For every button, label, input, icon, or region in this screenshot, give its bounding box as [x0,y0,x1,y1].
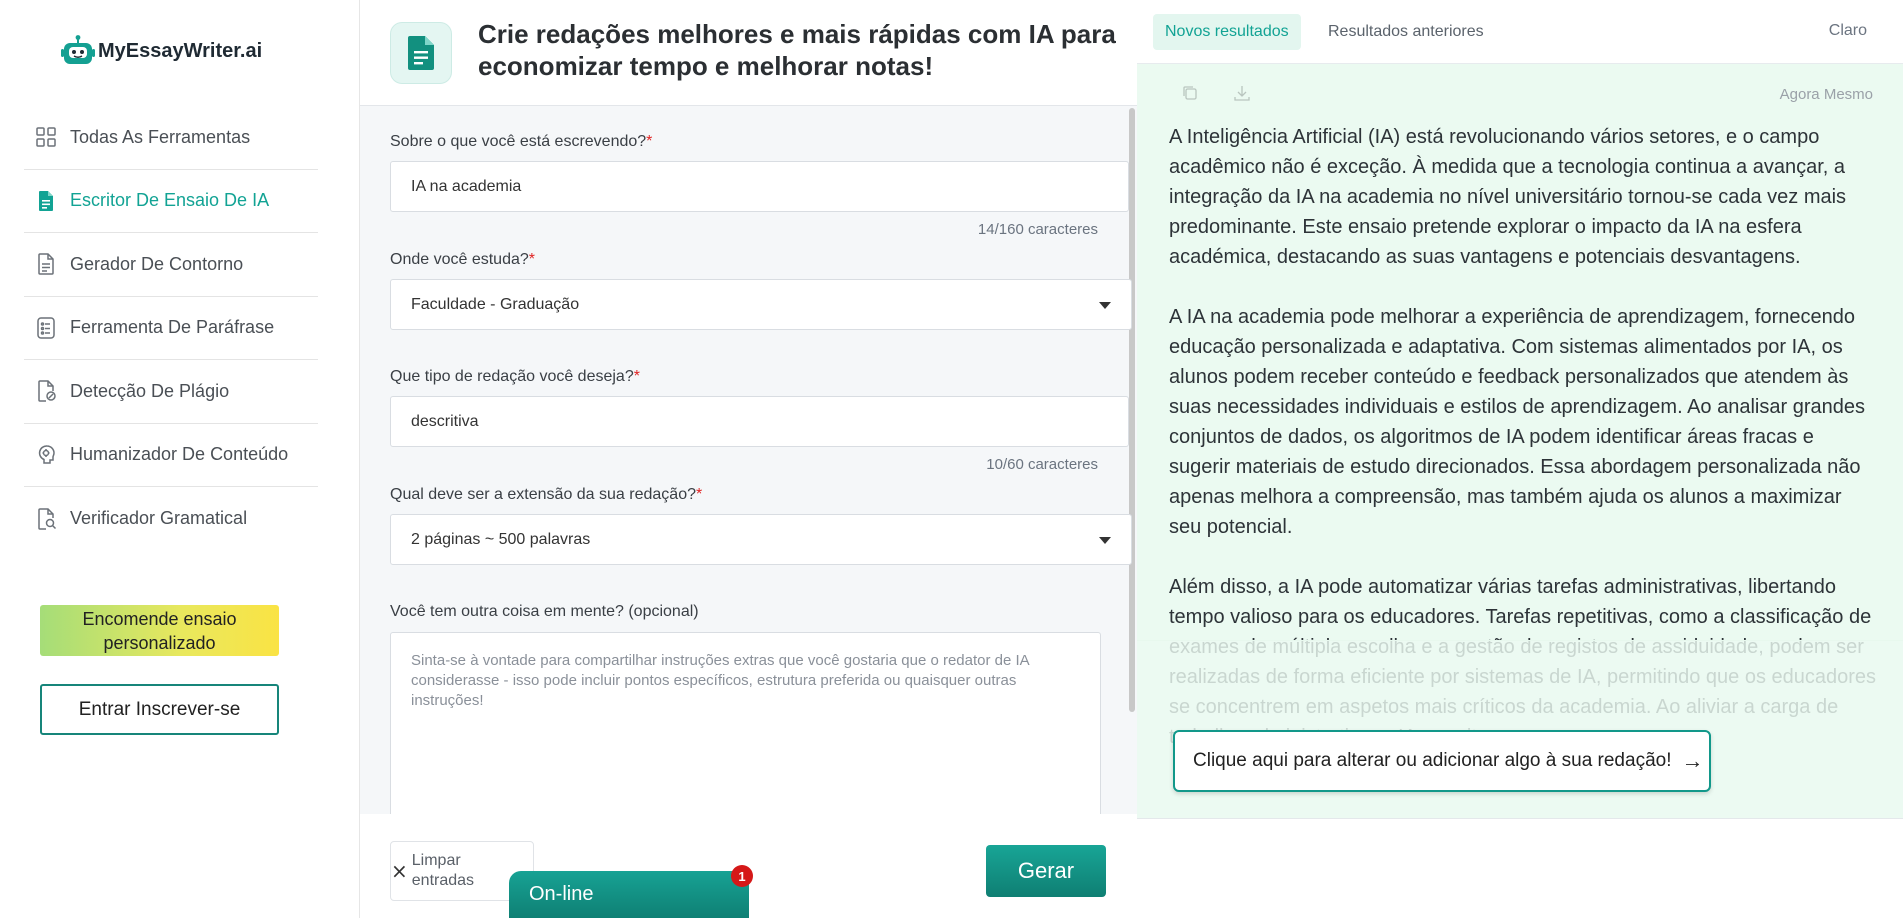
study-label: Onde você estuda?* [390,251,535,268]
form-header [360,0,1137,106]
essay-type-char-counter: 10/60 caracteres [986,456,1098,473]
results-panel [1137,0,1903,918]
sidebar-item-label: Verificador Gramatical [70,508,248,529]
result-toolbar [1181,84,1251,106]
essay-form-panel [360,0,1137,918]
form-scrollbar[interactable] [1129,108,1135,712]
essay-paragraph: A Inteligência Artificial (IA) está revolucionando vários setores, e o campo acadêmico não é exceção. À medida que a tecnologia continua a avançar, a integração da IA na academia no nível universitário tornou-se cada vez mais predominante. Este ensaio pretende explorar o impacto da IA na esfera académica, destacando as suas vantagens e potenciais desvantagens. [1169,126,1847,268]
essay-document-icon [390,22,452,84]
sidebar [0,0,360,918]
document-icon [34,189,58,213]
chevron-down-icon [1099,537,1111,544]
generate-button[interactable]: Gerar [986,845,1106,897]
sidebar-item-label: Gerador De Contorno [70,253,244,274]
grammar-check-icon [34,507,58,531]
essay-length-value: 2 páginas ~ 500 palavras [411,530,591,548]
result-timestamp: Agora Mesmo [1779,86,1873,103]
page-title: Crie redações melhores e mais rápidas com IA para economizar tempo e melhorar notas! [478,19,1116,81]
sidebar-item-paraphrase[interactable] [24,297,318,361]
theme-toggle[interactable]: Claro [1828,22,1867,39]
outline-icon [34,252,58,276]
brain-icon [34,443,58,467]
order-essay-button[interactable]: Encomende ensaio personalizado [40,605,279,656]
clear-inputs-label: Limpar entradas [411,852,475,889]
sidebar-item-essay-writer[interactable] [24,170,318,234]
edit-essay-button[interactable] [1173,730,1711,792]
results-tabs [1137,0,1903,64]
sidebar-item-label: Humanizador De Conteúdo [70,444,289,465]
sidebar-item-label: Detecção De Plágio [70,380,230,401]
essay-length-label: Qual deve ser a extensão da sua redação?* [390,486,703,503]
login-signup-button[interactable]: Entrar Inscrever-se [40,684,279,735]
tab-previous-results[interactable]: Resultados anteriores [1328,23,1484,40]
extra-instructions-textarea[interactable]: Sinta-se à vontade para compartilhar instruções extras que você gostaria que o redator de IA considerasse - isso pode incluir pontos específicos, estrutura preferida ou quaisquer outras instruções! [390,632,1101,822]
robot-logo-icon [60,34,96,68]
topic-label: Sobre o que você está escrevendo?* [390,133,653,150]
brand-logo[interactable] [60,34,262,68]
sidebar-item-grammar-checker[interactable] [24,487,318,551]
essay-paragraph: Além disso, a IA pode automatizar várias tarefas administrativas, libertando tempo valioso para os educadores. Tarefas repetitivas, como a classificação de [1169,576,1872,628]
sidebar-nav [24,106,318,551]
paraphrase-icon [34,316,58,340]
copy-icon[interactable] [1181,84,1199,106]
topic-input[interactable]: IA na academia [390,161,1129,212]
essay-type-input[interactable]: descritiva [390,396,1129,447]
download-icon[interactable] [1233,84,1251,106]
essay-length-select[interactable] [390,514,1132,565]
close-icon: × [391,859,408,883]
chat-status-label: On-line [529,883,594,905]
brand-name: MyEssayWriter.ai [98,39,263,62]
topic-char-counter: 14/160 caracteres [977,221,1098,238]
study-level-select[interactable] [390,279,1132,330]
sidebar-item-label: Ferramenta De Paráfrase [70,317,275,338]
study-level-value: Faculdade - Graduação [411,295,580,313]
plagiarism-icon [34,379,58,403]
sidebar-item-label: Todas As Ferramentas [70,126,251,147]
sidebar-item-humanizer[interactable] [24,424,318,488]
essay-type-label: Que tipo de redação você deseja?* [390,368,640,385]
grid-icon [34,125,58,149]
chat-widget-button[interactable] [509,868,749,918]
extra-instructions-label: Você tem outra coisa em mente? (opcional) [390,603,699,620]
notification-badge: 1 [731,865,753,887]
sidebar-item-plagiarism[interactable] [24,360,318,424]
chevron-down-icon [1099,302,1111,309]
edit-essay-label: Clique aqui para alterar ou adicionar algo à sua redação! [1193,750,1672,771]
sidebar-item-label: Escritor De Ensaio De IA [70,190,270,211]
essay-paragraph: A IA na academia pode melhorar a experiência de aprendizagem, fornecendo educação personalizada e adaptativa. Com sistemas alimentados por IA, os alunos podem receber conteúdo e feedback personalizados que atendem às suas necessidades individuais e estilos de aprendizagem. Ao analisar grandes conjuntos de dados, os algoritmos de IA podem identificar áreas fracas e sugerir materiais de estudo direcionados. Essa abordagem personalizada não apenas melhora a compreensão, mas também ajuda os alunos a maximizar seu potencial. [1169,306,1865,538]
sidebar-item-outline-generator[interactable] [24,233,318,297]
tab-new-results[interactable]: Novos resultados [1153,14,1301,50]
arrow-right-icon: → [1681,748,1704,773]
results-bottom-bar [1137,818,1903,918]
sidebar-item-all-tools[interactable] [24,106,318,170]
